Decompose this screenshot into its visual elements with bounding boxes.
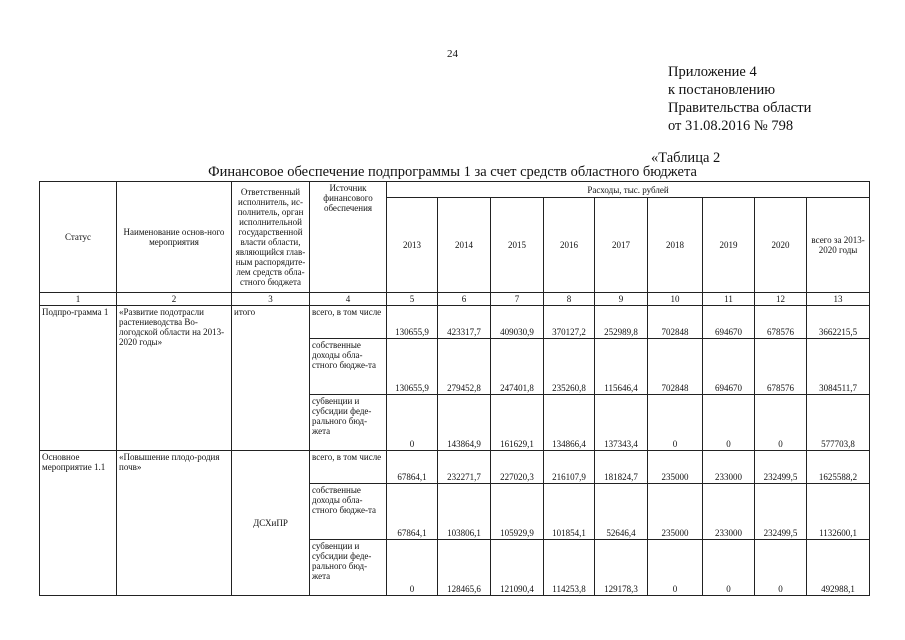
value-cell: 702848 bbox=[648, 339, 703, 395]
value-cell: 232271,7 bbox=[438, 451, 491, 484]
source-cell: субвенции и субсидии феде-рального бюд-жета bbox=[310, 395, 387, 451]
header-year: 2013 bbox=[387, 198, 438, 293]
header-source: Источник финансового обеспечения bbox=[310, 182, 387, 293]
value-cell: 161629,1 bbox=[491, 395, 544, 451]
header-year: 2015 bbox=[491, 198, 544, 293]
value-cell: 233000 bbox=[703, 484, 755, 540]
source-cell: собственные доходы обла-стного бюдже-та bbox=[310, 339, 387, 395]
column-number: 6 bbox=[438, 293, 491, 306]
value-cell: 103806,1 bbox=[438, 484, 491, 540]
value-cell: 227020,3 bbox=[491, 451, 544, 484]
value-cell: 423317,7 bbox=[438, 306, 491, 339]
financing-table bbox=[39, 181, 870, 596]
activity-name-cell: «Повышение плодо-родия почв» bbox=[117, 451, 232, 596]
executor-cell: ДСХиПР bbox=[232, 451, 310, 596]
value-cell: 235260,8 bbox=[544, 339, 595, 395]
value-cell: 694670 bbox=[703, 306, 755, 339]
value-cell: 137343,4 bbox=[595, 395, 648, 451]
header-year: 2014 bbox=[438, 198, 491, 293]
value-cell: 370127,2 bbox=[544, 306, 595, 339]
value-cell: 233000 bbox=[703, 451, 755, 484]
total-cell: 3084511,7 bbox=[807, 339, 870, 395]
total-cell: 492988,1 bbox=[807, 540, 870, 596]
value-cell: 114253,8 bbox=[544, 540, 595, 596]
total-cell: 1132600,1 bbox=[807, 484, 870, 540]
value-cell: 232499,5 bbox=[755, 484, 807, 540]
value-cell: 0 bbox=[648, 395, 703, 451]
header-status: Статус bbox=[40, 182, 117, 293]
value-cell: 121090,4 bbox=[491, 540, 544, 596]
value-cell: 235000 bbox=[648, 484, 703, 540]
value-cell: 134866,4 bbox=[544, 395, 595, 451]
appendix-block bbox=[668, 63, 811, 135]
value-cell: 235000 bbox=[648, 451, 703, 484]
column-number: 1 bbox=[40, 293, 117, 306]
value-cell: 115646,4 bbox=[595, 339, 648, 395]
value-cell: 409030,9 bbox=[491, 306, 544, 339]
source-cell: всего, в том числе bbox=[310, 451, 387, 484]
header-executor: Ответственный исполнитель, ис-полнитель, орган исполнительной государственной власти области, являющийся глав-ным распорядите-лем средств обла-стного бюджета bbox=[232, 182, 310, 293]
value-cell: 181824,7 bbox=[595, 451, 648, 484]
value-cell: 105929,9 bbox=[491, 484, 544, 540]
status-cell: Основное мероприятие 1.1 bbox=[40, 451, 117, 596]
table-title: Финансовое обеспечение подпрограммы 1 за счет средств областного бюджета bbox=[208, 164, 697, 180]
header-total: всего за 2013-2020 годы bbox=[807, 198, 870, 293]
source-cell: субвенции и субсидии феде-рального бюд-жета bbox=[310, 540, 387, 596]
value-cell: 143864,9 bbox=[438, 395, 491, 451]
value-cell: 0 bbox=[755, 395, 807, 451]
value-cell: 67864,1 bbox=[387, 451, 438, 484]
appendix-line: Правительства области bbox=[668, 100, 812, 116]
source-cell: собственные доходы обла-стного бюдже-та bbox=[310, 484, 387, 540]
value-cell: 128465,6 bbox=[438, 540, 491, 596]
header-expenses: Расходы, тыс. рублей bbox=[387, 182, 870, 198]
column-number: 2 bbox=[117, 293, 232, 306]
column-number: 8 bbox=[544, 293, 595, 306]
total-cell: 3662215,5 bbox=[807, 306, 870, 339]
column-number: 11 bbox=[703, 293, 755, 306]
value-cell: 694670 bbox=[703, 339, 755, 395]
page-number: 24 bbox=[447, 48, 458, 60]
value-cell: 0 bbox=[387, 540, 438, 596]
value-cell: 678576 bbox=[755, 339, 807, 395]
header-year: 2018 bbox=[648, 198, 703, 293]
column-number: 3 bbox=[232, 293, 310, 306]
value-cell: 67864,1 bbox=[387, 484, 438, 540]
table-row bbox=[40, 451, 870, 484]
appendix-line: Приложение 4 bbox=[668, 64, 757, 80]
value-cell: 247401,8 bbox=[491, 339, 544, 395]
value-cell: 130655,9 bbox=[387, 306, 438, 339]
executor-cell: итого bbox=[232, 306, 310, 451]
header-year: 2019 bbox=[703, 198, 755, 293]
source-cell: всего, в том числе bbox=[310, 306, 387, 339]
value-cell: 129178,3 bbox=[595, 540, 648, 596]
appendix-line: от 31.08.2016 № 798 bbox=[668, 118, 794, 134]
header-year: 2020 bbox=[755, 198, 807, 293]
value-cell: 678576 bbox=[755, 306, 807, 339]
value-cell: 101854,1 bbox=[544, 484, 595, 540]
column-number: 5 bbox=[387, 293, 438, 306]
value-cell: 0 bbox=[703, 540, 755, 596]
appendix-line: к постановлению bbox=[668, 82, 776, 98]
column-number: 12 bbox=[755, 293, 807, 306]
column-number: 10 bbox=[648, 293, 703, 306]
header-year: 2016 bbox=[544, 198, 595, 293]
column-number: 7 bbox=[491, 293, 544, 306]
value-cell: 0 bbox=[755, 540, 807, 596]
activity-name-cell: «Развитие подотрасли растениеводства Во-логодской области на 2013-2020 годы» bbox=[117, 306, 232, 451]
column-number: 4 bbox=[310, 293, 387, 306]
header-name: Наименование основ-ного мероприятия bbox=[117, 182, 232, 293]
column-number: 13 bbox=[807, 293, 870, 306]
table-row bbox=[40, 306, 870, 339]
value-cell: 252989,8 bbox=[595, 306, 648, 339]
value-cell: 232499,5 bbox=[755, 451, 807, 484]
total-cell: 577703,8 bbox=[807, 395, 870, 451]
total-cell: 1625588,2 bbox=[807, 451, 870, 484]
value-cell: 279452,8 bbox=[438, 339, 491, 395]
column-number: 9 bbox=[595, 293, 648, 306]
value-cell: 0 bbox=[387, 395, 438, 451]
value-cell: 216107,9 bbox=[544, 451, 595, 484]
value-cell: 0 bbox=[703, 395, 755, 451]
table-label: «Таблица 2 bbox=[651, 150, 721, 166]
header-year: 2017 bbox=[595, 198, 648, 293]
value-cell: 702848 bbox=[648, 306, 703, 339]
value-cell: 130655,9 bbox=[387, 339, 438, 395]
status-cell: Подпро-грамма 1 bbox=[40, 306, 117, 451]
value-cell: 0 bbox=[648, 540, 703, 596]
value-cell: 52646,4 bbox=[595, 484, 648, 540]
